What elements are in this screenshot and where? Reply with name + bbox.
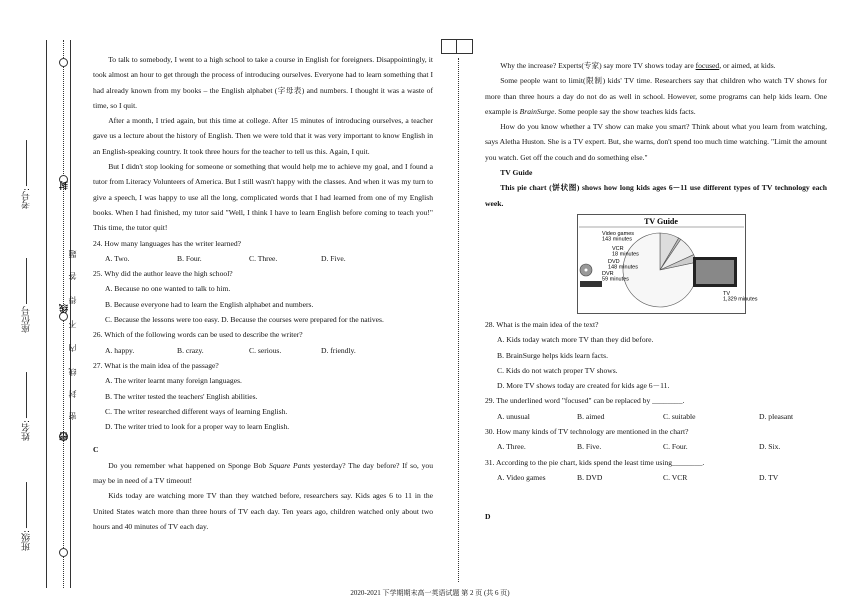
option-a[interactable]: A. unusual: [497, 411, 530, 421]
seal-word: 得: [68, 296, 77, 304]
tv-guide-heading: TV Guide: [500, 168, 533, 178]
passage-b-paragraph-3: But I didn't stop looking for someone or something that would help me to achieve my goal, and I found a tutor from Literacy Volunteers of America. But I still wasn't happy with the classes. And when it was my turn to give a speech, I was happy to use all the long, complicated words that I had learned from one of my English books. When I had finished, my tutor said "Well, I think I have to learn English before coming to teach you!" This time, the tutor quit!: [93, 162, 433, 233]
question-28: 28. What is the main idea of the text?: [485, 320, 599, 329]
option-d[interactable]: D. More TV shows today are created for kids age 6－11.: [497, 381, 670, 391]
option-a[interactable]: A. Because no one wanted to talk to him.: [105, 284, 231, 294]
option-b[interactable]: B. crazy.: [177, 345, 204, 355]
question-30-options: [485, 439, 827, 454]
left-column: [93, 52, 433, 534]
slice-value-dvd: 148 minutes: [608, 264, 638, 271]
option-c[interactable]: C. Kids do not watch proper TV shows.: [497, 365, 618, 375]
question-31-options: [485, 470, 827, 485]
question-27: 27. What is the main idea of the passage?: [93, 360, 219, 370]
option-a[interactable]: A. Video games: [497, 472, 546, 482]
student-name-field[interactable]: [20, 372, 33, 441]
option-d[interactable]: D. friendly.: [321, 345, 356, 355]
question-30: 30. How many kinds of TV technology are mentioned in the chart?: [485, 427, 689, 437]
slice-value-video-games: 143 minutes: [602, 236, 632, 243]
exam-number-field[interactable]: [20, 140, 33, 209]
seal-word: 答: [68, 272, 77, 280]
option-c[interactable]: C. The writer researched different ways of learning English.: [105, 406, 288, 416]
class-field[interactable]: [20, 482, 33, 551]
column-divider: [458, 58, 459, 582]
binding-hole: [59, 58, 68, 67]
question-31: 31. According to the pie chart, kids spend the least time using________.: [485, 457, 705, 467]
page-number-box: [441, 39, 473, 54]
seal-word: 密: [68, 412, 77, 420]
option-c[interactable]: C. serious.: [249, 345, 282, 355]
passage-c-paragraph-1: Do you remember what happened on Sponge Bob Square Pants yesterday? The day before? If so, you may be in need of a TV timeout!: [93, 460, 433, 486]
slice-label-tv: TV: [723, 291, 731, 297]
slice-label-dvr: DVR: [602, 271, 614, 277]
option-c[interactable]: C. VCR: [663, 472, 688, 482]
section-d-heading: D: [485, 512, 491, 522]
pie-chart-svg: [578, 215, 758, 313]
question-24: 24. How many languages has the writer learned?: [93, 238, 242, 248]
option-a[interactable]: A. Two.: [105, 253, 130, 263]
class-label: 班级:: [22, 530, 32, 552]
passage-c-paragraph-3: Why the increase? Experts(专家) say more TV shows today are focused, or aimed, at kids.: [500, 61, 776, 70]
question-26-options: [93, 343, 433, 358]
option-b[interactable]: B. The writer tested the teachers' English abilities.: [105, 391, 258, 401]
passage-b-paragraph-2: After a month, I tried again, but this time at college. After 15 minutes of introducing ourselves, a teacher gave us a lecture about the history of English. Then we were told that it was very important to know English in an English-speaking country. It took three hours for the teacher to tell us this. Again, I quit.: [93, 116, 433, 156]
question-29-options: [485, 409, 827, 424]
option-a[interactable]: A. Kids today watch more TV than they did before.: [497, 335, 654, 345]
question-24-options: [93, 251, 433, 266]
question-26: 26. Which of the following words can be used to describe the writer?: [93, 330, 303, 340]
binding-hole: [59, 548, 68, 557]
option-b[interactable]: B. aimed: [577, 411, 605, 421]
right-column: [485, 58, 827, 211]
passage-c-paragraph-5: How do you know whether a TV show can make you smart? Think about what you learn from watching, says Aletha Huston. She is a TV expert. But, she warns, don't spend too much time watching. "Limit the amount you watch. Get off the couch and do something else.": [485, 122, 827, 162]
seal-word: 题: [68, 250, 77, 258]
binding-line-outer: [46, 40, 47, 588]
exam-number-label: 考号:: [22, 188, 32, 210]
question-25: 25. Why did the author leave the high school?: [93, 269, 233, 279]
option-d[interactable]: D. Six.: [759, 442, 781, 452]
seat-number-field[interactable]: [20, 258, 33, 333]
option-c[interactable]: C. Four.: [663, 442, 688, 452]
binding-line-inner: [70, 40, 71, 588]
page-footer: 2020-2021 下学期期末高一英语试题 第 2 页 (共 6 页): [350, 589, 510, 597]
seal-mark-mi: 密: [60, 432, 70, 441]
option-b[interactable]: B. BrainSurge helps kids learn facts.: [497, 350, 609, 360]
option-b[interactable]: B. DVD: [577, 472, 603, 482]
slice-value-vcr: 18 minutes: [612, 251, 639, 258]
option-d[interactable]: D. TV: [759, 472, 779, 482]
chart-description: This pie chart (饼状图) shows how long kids ages 6－11 use different types of TV technology each week.: [485, 183, 827, 208]
option-a[interactable]: A. happy.: [105, 345, 135, 355]
passage-c-paragraph-4: Some people want to limit(限制) kids' TV time. Researchers say that children who watch TV shows for more than three hours a day do not do as well in school. However, some programs can help kids learn. One example is BrainSurge. Some people say the show teaches kids facts.: [485, 76, 827, 116]
slice-value-dvr: 59 minutes: [602, 276, 629, 283]
tv-guide-pie-chart: [577, 214, 758, 314]
passage-c-paragraph-2: Kids today are watching more TV than they watched before, researchers say. Kids ages 6 to 11 in the United States watch more than three hours of TV each day. Ten years ago, children watched only about two hours and 40 minutes of TV each day.: [93, 491, 433, 531]
option-a[interactable]: A. The writer learnt many foreign languages.: [105, 376, 242, 386]
questions-28-31: [485, 317, 827, 525]
dvr-device-icon: [580, 281, 602, 287]
section-c-heading: C: [93, 445, 99, 455]
seal-mark-feng: 封: [60, 181, 70, 190]
option-d[interactable]: D. pleasant: [759, 411, 794, 421]
focused-word: focused: [695, 61, 720, 70]
passage-b-paragraph-1: To talk to somebody, I went to a high school to take a course in English for foreigners. Disappointingly, it took almost an hour to get through the process of introducing ourselves. Everyone had to learn something that I had already known from my books – the English alphabet (字母表) and numbers. I thought it was a waste of time, so I quit.: [93, 55, 433, 110]
option-b[interactable]: B. Because everyone had to learn the English alphabet and numbers.: [105, 299, 314, 309]
option-c-d[interactable]: C. Because the lessons were too easy. D. Because the courses were prepared for the natives.: [105, 315, 384, 325]
slice-value-tv: 1,329 minutes: [723, 296, 758, 303]
slice-label-video-games: Video games: [602, 231, 635, 237]
question-29: 29. The underlined word "focused" can be replaced by ________.: [485, 396, 685, 406]
seat-number-label: 座位号: [22, 306, 32, 333]
seal-mark-xian: 线: [60, 304, 70, 313]
slice-label-dvd: DVD: [608, 259, 620, 265]
option-d[interactable]: D. The writer tried to look for a proper way to learn English.: [105, 422, 290, 432]
student-name-label: 姓名:: [22, 420, 32, 442]
option-d[interactable]: D. Five.: [321, 253, 346, 263]
option-a[interactable]: A. Three.: [497, 442, 526, 452]
seal-word: 线: [68, 368, 77, 376]
slice-label-vcr: VCR: [612, 246, 624, 252]
seal-word: 内: [68, 344, 77, 352]
seal-word: 封: [68, 390, 77, 398]
chart-title: TV Guide: [644, 217, 678, 226]
option-c[interactable]: C. suitable: [663, 411, 696, 421]
option-b[interactable]: B. Five.: [577, 442, 602, 452]
option-c[interactable]: C. Three.: [249, 253, 278, 263]
seal-word: 不: [68, 320, 77, 328]
option-b[interactable]: B. Four.: [177, 253, 202, 263]
